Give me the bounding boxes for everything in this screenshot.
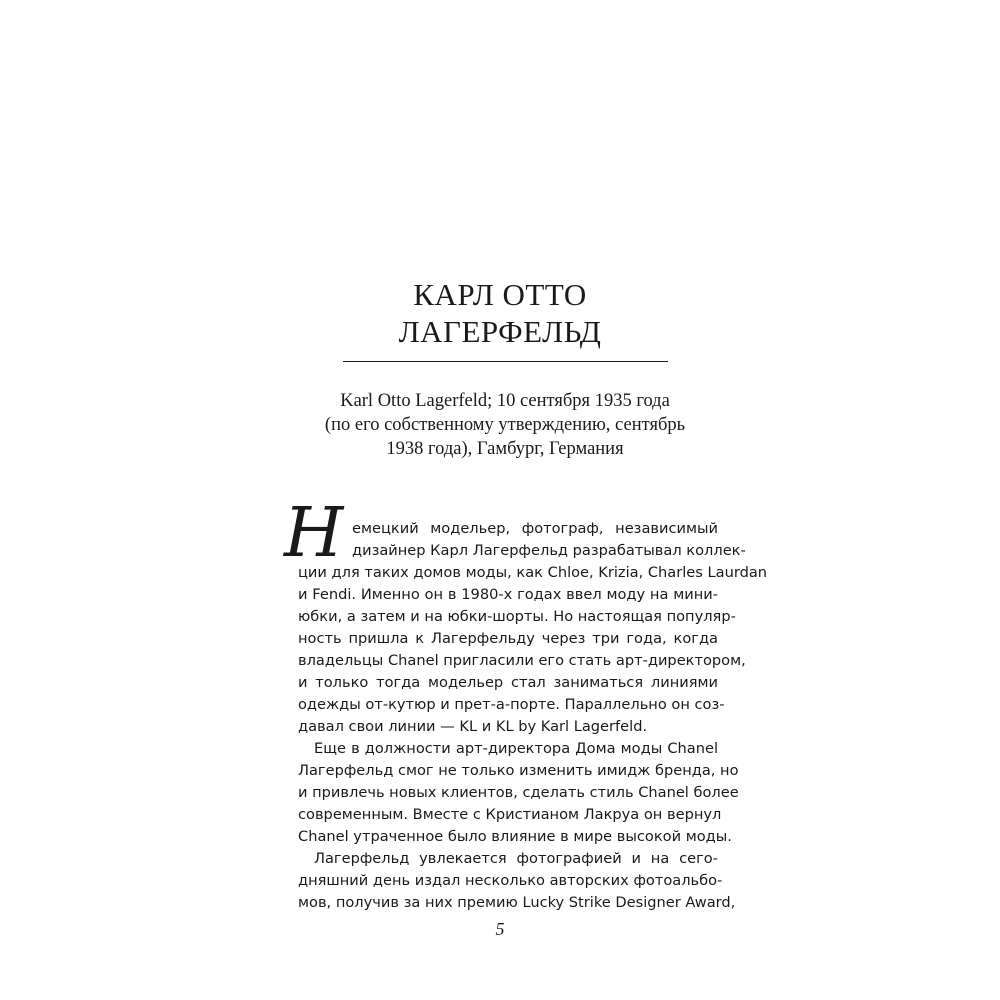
drop-cap: Н (284, 494, 344, 573)
body-line: мов, получив за них премию Lucky Strike Designer Award, (298, 894, 736, 911)
body-line: давал свои линии — KL и KL by Karl Lagerfeld. (298, 718, 648, 735)
body-line: емецкий модельер, фотограф, независимый (352, 520, 718, 537)
body-line: и только тогда модельер стал заниматься линиями (298, 674, 718, 691)
body-line: современным. Вместе с Кристианом Лакруа он вернул (298, 806, 722, 823)
body-line: Chanel утраченное было влияние в мире высокой моды. (298, 828, 732, 845)
body-line: ции для таких домов моды, как Chloe, Krizia, Charles Laurdan (298, 564, 768, 581)
body-line: и привлечь новых клиентов, сделать стиль Chanel более (298, 784, 739, 801)
body-line: и Fendi. Именно он в 1980-х годах ввел моду на мини- (298, 586, 718, 603)
body-line: Лагерфельд увлекается фотографией и на сего- (314, 850, 718, 867)
title-divider (343, 361, 668, 362)
subtitle-line-1: Karl Otto Lagerfeld; 10 сентября 1935 года (340, 391, 670, 411)
body-line: дняшний день издал несколько авторских фотоальбо- (298, 872, 723, 889)
chapter-title-line-2: ЛАГЕРФЕЛЬД (398, 314, 602, 349)
body-line: владельцы Chanel пригласили его стать арт-директором, (298, 652, 746, 669)
subtitle-line-2: (по его собственному утверждению, сентябрь (324, 415, 686, 435)
body-line: дизайнер Карл Лагерфельд разрабатывал коллек- (352, 542, 746, 559)
body-line: Еще в должности арт-директора Дома моды Chanel (314, 740, 718, 757)
body-line: одежды от-кутюр и прет-а-порте. Параллельно он соз- (298, 696, 725, 713)
body-line: Лагерфельд смог не только изменить имидж бренда, но (298, 762, 739, 779)
page-number: 5 (495, 919, 505, 939)
body-line: ность пришла к Лагерфельду через три года, когда (298, 630, 718, 647)
chapter-title-line-1: КАРЛ ОТТО (413, 277, 587, 312)
subtitle-line-3: 1938 года), Гамбург, Германия (386, 439, 624, 459)
body-line: юбки, а затем и на юбки-шорты. Но настоящая популяр- (298, 608, 736, 625)
